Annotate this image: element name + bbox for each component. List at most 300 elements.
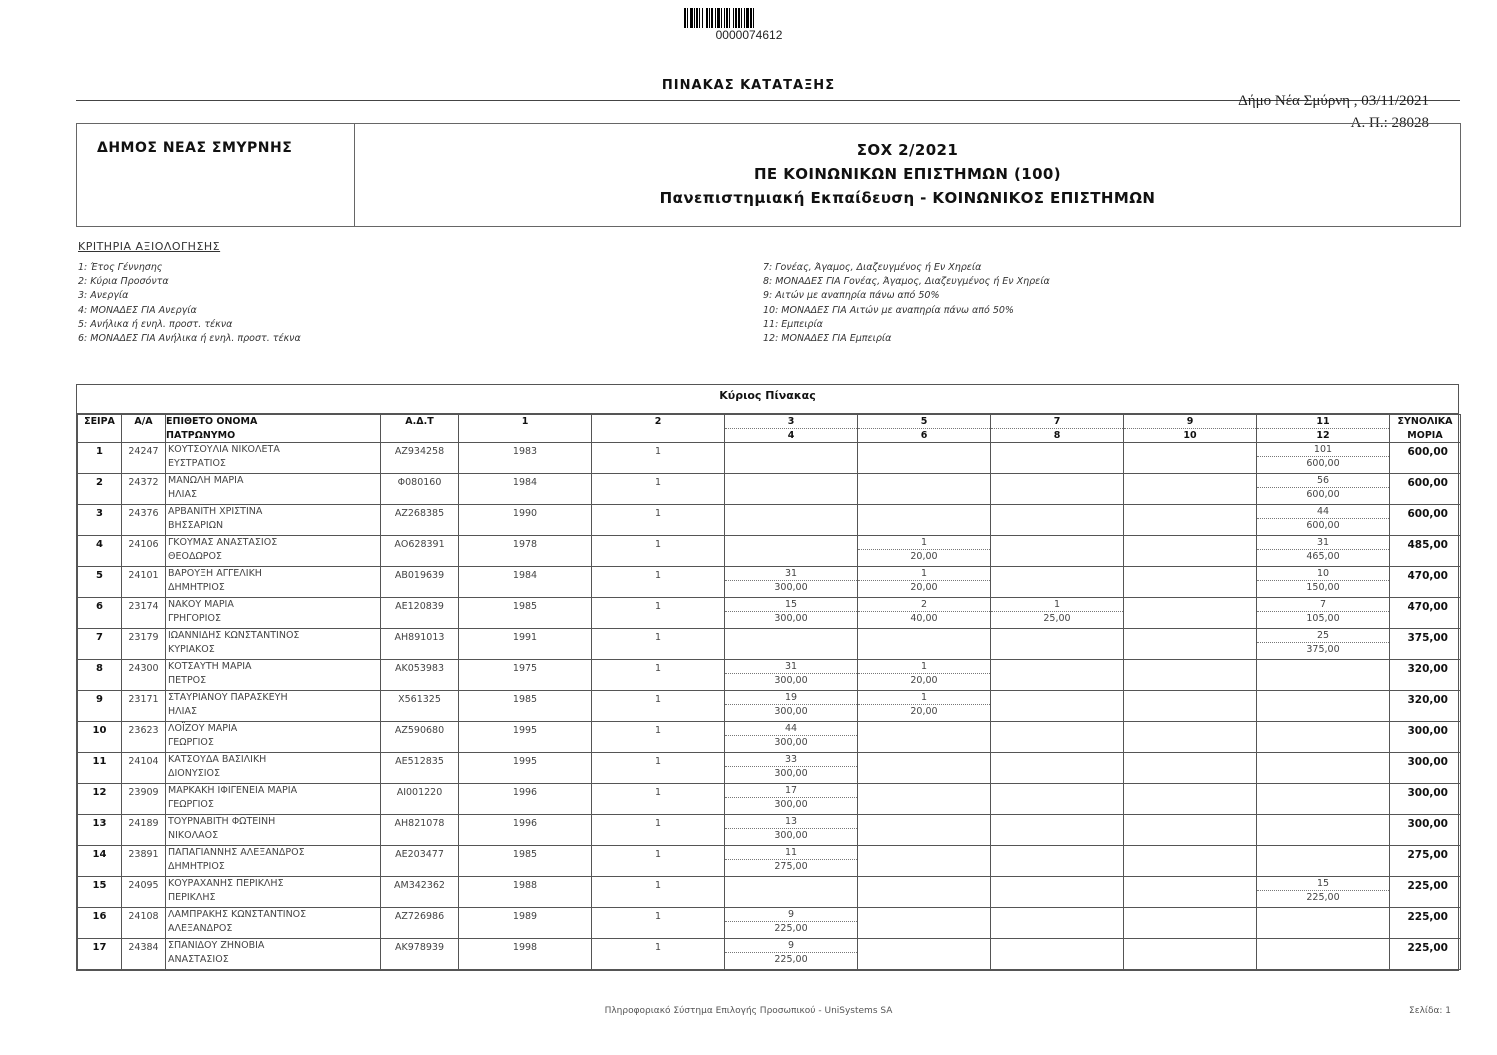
cell-disability bbox=[1124, 939, 1257, 970]
header-box bbox=[76, 123, 1461, 227]
table-header-row bbox=[78, 415, 1461, 443]
cell-seira: 4 bbox=[78, 536, 122, 567]
criterion: 5: Ανήλικα ή ενηλ. προστ. τέκνα bbox=[78, 318, 233, 330]
cell-experience bbox=[1257, 443, 1390, 474]
cell-parent bbox=[991, 722, 1124, 753]
cell-aa: 23179 bbox=[122, 629, 166, 660]
cell-aa: 24189 bbox=[122, 815, 166, 846]
father-name: ΗΛΙΑΣ bbox=[168, 705, 197, 717]
cell-unemployment bbox=[725, 443, 858, 474]
cell-aa: 24247 bbox=[122, 443, 166, 474]
cell-adt: Φ080160 bbox=[381, 474, 459, 505]
cell-seira: 17 bbox=[78, 939, 122, 970]
cell-unemployment-points: 300,00 bbox=[774, 737, 808, 748]
father-name: ΓΕΩΡΓΙΟΣ bbox=[168, 798, 214, 810]
cell-seira: 15 bbox=[78, 877, 122, 908]
cell-seira: 2 bbox=[78, 474, 122, 505]
cell-name bbox=[166, 939, 381, 970]
cell-experience-points: 150,00 bbox=[1306, 582, 1340, 593]
cell-name bbox=[166, 877, 381, 908]
cell-name bbox=[166, 567, 381, 598]
cell-disability bbox=[1124, 815, 1257, 846]
father-name: ΒΗΣΣΑΡΙΩΝ bbox=[168, 519, 224, 531]
candidate-name: ΜΑΡΚΑΚΗ ΙΦΙΓΕΝΕΙΑ ΜΑΡΙΑ bbox=[168, 785, 298, 796]
cell-adt: ΑΚ978939 bbox=[381, 939, 459, 970]
cell-total: 300,00 bbox=[1390, 753, 1461, 784]
cell-disability bbox=[1124, 505, 1257, 536]
cell-parent bbox=[991, 784, 1124, 815]
cell-adt: ΑΕ203477 bbox=[381, 846, 459, 877]
criterion: 9: Αιτών με αναπηρία πάνω από 50% bbox=[763, 290, 940, 302]
cell-unemployment-count: 15 bbox=[725, 598, 857, 612]
cell-seira: 9 bbox=[78, 691, 122, 722]
header-total-line1: ΣΥΝΟΛΙΚΑ bbox=[1397, 416, 1453, 427]
table-row bbox=[78, 877, 1461, 908]
cell-unemployment-count: 44 bbox=[725, 722, 857, 736]
cell-experience-count: 15 bbox=[1257, 877, 1389, 891]
cell-children bbox=[858, 815, 991, 846]
cell-children bbox=[858, 877, 991, 908]
header-c3-c4 bbox=[725, 415, 858, 443]
cell-qualification: 1 bbox=[592, 474, 725, 505]
candidate-name: ΣΠΑΝΙΔΟΥ ΖΗΝΟΒΙΑ bbox=[168, 940, 265, 951]
header-c4: 4 bbox=[787, 430, 795, 441]
cell-experience bbox=[1257, 877, 1390, 908]
cell-adt: ΑΕ120839 bbox=[381, 598, 459, 629]
table-row bbox=[78, 443, 1461, 474]
cell-unemployment bbox=[725, 877, 858, 908]
cell-adt: ΑΖ934258 bbox=[381, 443, 459, 474]
header-c11: 11 bbox=[1257, 415, 1389, 429]
cell-name bbox=[166, 536, 381, 567]
cell-disability bbox=[1124, 784, 1257, 815]
cell-qualification: 1 bbox=[592, 939, 725, 970]
cell-unemployment-count: 19 bbox=[725, 691, 857, 705]
table-row bbox=[78, 753, 1461, 784]
cell-experience bbox=[1257, 505, 1390, 536]
candidate-name: ΚΟΥΡΑΧΑΝΗΣ ΠΕΡΙΚΛΗΣ bbox=[168, 878, 284, 889]
cell-unemployment-points: 300,00 bbox=[774, 582, 808, 593]
cell-experience-count: 25 bbox=[1257, 629, 1389, 643]
cell-experience bbox=[1257, 908, 1390, 939]
header-total bbox=[1390, 415, 1461, 443]
cell-experience-count: 56 bbox=[1257, 474, 1389, 488]
cell-unemployment-count: 11 bbox=[725, 846, 857, 860]
cell-total: 225,00 bbox=[1390, 877, 1461, 908]
cell-qualification: 1 bbox=[592, 660, 725, 691]
cell-name bbox=[166, 598, 381, 629]
organization-name: ΔΗΜΟΣ ΝΕΑΣ ΣΜΥΡΝΗΣ bbox=[77, 124, 355, 226]
cell-adt: ΑΖ726986 bbox=[381, 908, 459, 939]
candidate-name: ΛΑΜΠΡΑΚΗΣ ΚΩΝΣΤΑΝΤΙΝΟΣ bbox=[168, 909, 307, 920]
criterion: 6: ΜΟΝΑΔΕΣ ΓΙΑ Ανήλικα ή ενηλ. προστ. τέκνα bbox=[78, 333, 301, 345]
father-name: ΠΕΤΡΟΣ bbox=[168, 674, 207, 686]
header-c5-c6 bbox=[858, 415, 991, 443]
candidate-name: ΓΚΟΥΜΑΣ ΑΝΑΣΤΑΣΙΟΣ bbox=[168, 537, 278, 548]
cell-unemployment bbox=[725, 753, 858, 784]
cell-experience-count: 44 bbox=[1257, 505, 1389, 519]
cell-experience-count: 7 bbox=[1257, 598, 1389, 612]
cell-experience bbox=[1257, 846, 1390, 877]
table-row bbox=[78, 691, 1461, 722]
place-date: Δήμο Νέα Σμύρνη , 03/11/2021 bbox=[1238, 93, 1429, 109]
cell-total: 600,00 bbox=[1390, 474, 1461, 505]
criteria-title: ΚΡΙΤΗΡΙΑ ΑΞΙΟΛΟΓΗΣΗΣ bbox=[78, 240, 221, 253]
cell-adt: ΑΒ019639 bbox=[381, 567, 459, 598]
header-c2: 2 bbox=[592, 415, 725, 443]
cell-adt: ΑΖ590680 bbox=[381, 722, 459, 753]
cell-experience bbox=[1257, 598, 1390, 629]
cell-children-count: 1 bbox=[858, 660, 990, 674]
father-name: ΓΡΗΓΟΡΙΟΣ bbox=[168, 612, 221, 624]
header-c9-c10 bbox=[1124, 415, 1257, 443]
table-row bbox=[78, 784, 1461, 815]
cell-parent bbox=[991, 536, 1124, 567]
cell-disability bbox=[1124, 753, 1257, 784]
announcement-info bbox=[355, 124, 1460, 226]
cell-unemployment-points: 225,00 bbox=[774, 923, 808, 934]
cell-seira: 6 bbox=[78, 598, 122, 629]
cell-unemployment bbox=[725, 598, 858, 629]
cell-experience-points: 600,00 bbox=[1306, 489, 1340, 500]
cell-children-count: 1 bbox=[858, 536, 990, 550]
criteria-list-left bbox=[78, 261, 301, 346]
cell-qualification: 1 bbox=[592, 753, 725, 784]
cell-birth-year: 1975 bbox=[459, 660, 592, 691]
cell-seira: 1 bbox=[78, 443, 122, 474]
cell-disability bbox=[1124, 660, 1257, 691]
cell-adt: ΑΗ821078 bbox=[381, 815, 459, 846]
cell-qualification: 1 bbox=[592, 691, 725, 722]
cell-parent bbox=[991, 443, 1124, 474]
cell-parent bbox=[991, 846, 1124, 877]
specialty: ΠΕ ΚΟΙΝΩΝΙΚΩΝ ΕΠΙΣΤΗΜΩΝ (100) bbox=[753, 165, 1062, 183]
protocol-number: Α. Π.: 28028 bbox=[1350, 115, 1429, 131]
criterion: 3: Ανεργία bbox=[78, 290, 129, 302]
cell-children-points: 20,00 bbox=[910, 675, 938, 686]
cell-birth-year: 1985 bbox=[459, 691, 592, 722]
cell-unemployment bbox=[725, 939, 858, 970]
cell-unemployment-count: 17 bbox=[725, 784, 857, 798]
cell-children-points: 20,00 bbox=[910, 582, 938, 593]
header-name-line1: ΕΠΙΘΕΤΟ ΟΝΟΜΑ bbox=[166, 416, 258, 427]
cell-experience-points: 465,00 bbox=[1306, 551, 1340, 562]
cell-qualification: 1 bbox=[592, 598, 725, 629]
cell-name bbox=[166, 815, 381, 846]
cell-children-count: 1 bbox=[858, 691, 990, 705]
cell-total: 600,00 bbox=[1390, 443, 1461, 474]
cell-aa: 24372 bbox=[122, 474, 166, 505]
cell-children bbox=[858, 598, 991, 629]
candidate-name: ΝΑΚΟΥ ΜΑΡΙΑ bbox=[168, 599, 234, 610]
cell-seira: 11 bbox=[78, 753, 122, 784]
cell-unemployment bbox=[725, 691, 858, 722]
criterion: 7: Γονέας, Άγαμος, Διαζευγμένος ή Εν Χηρεία bbox=[763, 262, 982, 273]
cell-experience bbox=[1257, 815, 1390, 846]
father-name: ΔΙΟΝΥΣΙΟΣ bbox=[168, 767, 220, 779]
cell-disability bbox=[1124, 443, 1257, 474]
header-seira: ΣΕΙΡΑ bbox=[78, 415, 122, 443]
cell-children-count: 1 bbox=[858, 567, 990, 581]
cell-experience-points: 600,00 bbox=[1306, 520, 1340, 531]
cell-unemployment bbox=[725, 474, 858, 505]
cell-unemployment-points: 300,00 bbox=[774, 768, 808, 779]
cell-experience bbox=[1257, 536, 1390, 567]
header-name-line2: ΠΑΤΡΩΝΥΜΟ bbox=[166, 429, 236, 441]
cell-disability bbox=[1124, 908, 1257, 939]
cell-children bbox=[858, 753, 991, 784]
cell-name bbox=[166, 629, 381, 660]
table-row bbox=[78, 474, 1461, 505]
cell-unemployment-points: 225,00 bbox=[774, 954, 808, 965]
cell-name bbox=[166, 753, 381, 784]
cell-aa: 24384 bbox=[122, 939, 166, 970]
cell-unemployment-count: 31 bbox=[725, 567, 857, 581]
cell-parent bbox=[991, 629, 1124, 660]
cell-children bbox=[858, 443, 991, 474]
cell-qualification: 1 bbox=[592, 784, 725, 815]
criterion: 1: Έτος Γέννησης bbox=[78, 262, 163, 273]
criterion: 11: Εμπειρία bbox=[763, 318, 823, 330]
cell-unemployment-count: 33 bbox=[725, 753, 857, 767]
cell-unemployment-points: 300,00 bbox=[774, 613, 808, 624]
table-row bbox=[78, 815, 1461, 846]
cell-birth-year: 1988 bbox=[459, 877, 592, 908]
cell-birth-year: 1989 bbox=[459, 908, 592, 939]
table-row bbox=[78, 505, 1461, 536]
cell-unemployment bbox=[725, 660, 858, 691]
cell-aa: 23171 bbox=[122, 691, 166, 722]
document-title: ΠΙΝΑΚΑΣ ΚΑΤΑΤΑΞΗΣ bbox=[661, 78, 836, 93]
page-number: Σελίδα: 1 bbox=[1409, 1006, 1451, 1016]
cell-children bbox=[858, 629, 991, 660]
table-caption: Κύριος Πίνακας bbox=[77, 385, 1458, 414]
cell-total: 275,00 bbox=[1390, 846, 1461, 877]
candidate-name: ΙΩΑΝΝΙΔΗΣ ΚΩΝΣΤΑΝΤΙΝΟΣ bbox=[168, 630, 300, 641]
cell-parent bbox=[991, 691, 1124, 722]
header-c7: 7 bbox=[991, 415, 1123, 429]
father-name: ΑΛΕΞΑΝΔΡΟΣ bbox=[168, 922, 233, 934]
cell-total: 300,00 bbox=[1390, 815, 1461, 846]
table-row bbox=[78, 598, 1461, 629]
ranking-table bbox=[76, 384, 1459, 971]
cell-qualification: 1 bbox=[592, 567, 725, 598]
cell-adt: ΑΙ001220 bbox=[381, 784, 459, 815]
barcode bbox=[684, 8, 814, 28]
cell-parent bbox=[991, 660, 1124, 691]
cell-adt: ΑΟ628391 bbox=[381, 536, 459, 567]
cell-seira: 5 bbox=[78, 567, 122, 598]
criterion: 2: Κύρια Προσόντα bbox=[78, 276, 169, 288]
cell-total: 600,00 bbox=[1390, 505, 1461, 536]
cell-birth-year: 1990 bbox=[459, 505, 592, 536]
announcement-code: ΣΟΧ 2/2021 bbox=[856, 141, 959, 159]
table-row bbox=[78, 722, 1461, 753]
header-aa: Α/Α bbox=[122, 415, 166, 443]
footer-system: Πληροφοριακό Σύστημα Επιλογής Προσωπικού - UniSystems SA bbox=[604, 1006, 893, 1016]
cell-experience bbox=[1257, 474, 1390, 505]
cell-total: 320,00 bbox=[1390, 691, 1461, 722]
cell-disability bbox=[1124, 567, 1257, 598]
cell-name bbox=[166, 660, 381, 691]
candidate-name: ΒΑΡΟΥΞΗ ΑΓΓΕΛΙΚΗ bbox=[168, 568, 262, 579]
cell-aa: 24101 bbox=[122, 567, 166, 598]
cell-aa: 23891 bbox=[122, 846, 166, 877]
cell-experience-points: 105,00 bbox=[1306, 613, 1340, 624]
cell-disability bbox=[1124, 629, 1257, 660]
cell-seira: 13 bbox=[78, 815, 122, 846]
criteria-list-right bbox=[763, 261, 1050, 346]
father-name: ΝΙΚΟΛΑΟΣ bbox=[168, 829, 219, 841]
cell-experience-count: 31 bbox=[1257, 536, 1389, 550]
cell-total: 320,00 bbox=[1390, 660, 1461, 691]
cell-unemployment bbox=[725, 815, 858, 846]
father-name: ΠΕΡΙΚΛΗΣ bbox=[168, 891, 216, 903]
cell-birth-year: 1995 bbox=[459, 753, 592, 784]
cell-experience bbox=[1257, 567, 1390, 598]
cell-parent bbox=[991, 598, 1124, 629]
cell-aa: 24095 bbox=[122, 877, 166, 908]
cell-children bbox=[858, 536, 991, 567]
cell-experience-count: 10 bbox=[1257, 567, 1389, 581]
candidate-name: ΚΑΤΣΟΥΔΑ ΒΑΣΙΛΙΚΗ bbox=[168, 754, 267, 765]
criterion: 12: ΜΟΝΑΔΕΣ ΓΙΑ Εμπειρία bbox=[763, 333, 892, 345]
candidate-name: ΑΡΒΑΝΙΤΗ ΧΡΙΣΤΙΝΑ bbox=[168, 506, 263, 517]
father-name: ΕΥΣΤΡΑΤΙΟΣ bbox=[168, 457, 226, 469]
candidate-name: ΣΤΑΥΡΙΑΝΟΥ ΠΑΡΑΣΚΕΥΗ bbox=[168, 692, 288, 703]
cell-qualification: 1 bbox=[592, 846, 725, 877]
cell-adt: Χ561325 bbox=[381, 691, 459, 722]
cell-adt: ΑΖ268385 bbox=[381, 505, 459, 536]
cell-birth-year: 1996 bbox=[459, 784, 592, 815]
header-c11-c12 bbox=[1257, 415, 1390, 443]
cell-birth-year: 1996 bbox=[459, 815, 592, 846]
cell-disability bbox=[1124, 474, 1257, 505]
header-name bbox=[166, 415, 381, 443]
cell-birth-year: 1998 bbox=[459, 939, 592, 970]
cell-adt: ΑΜ342362 bbox=[381, 877, 459, 908]
cell-adt: ΑΚ053983 bbox=[381, 660, 459, 691]
cell-unemployment-count: 9 bbox=[725, 939, 857, 953]
father-name: ΗΛΙΑΣ bbox=[168, 488, 197, 500]
cell-children bbox=[858, 784, 991, 815]
cell-total: 225,00 bbox=[1390, 939, 1461, 970]
cell-unemployment-points: 300,00 bbox=[774, 706, 808, 717]
cell-birth-year: 1984 bbox=[459, 567, 592, 598]
father-name: ΘΕΟΔΩΡΟΣ bbox=[168, 550, 222, 562]
candidate-name: ΚΟΥΤΣΟΥΛΙΑ ΝΙΚΟΛΕΤΑ bbox=[168, 444, 280, 455]
cell-unemployment-points: 300,00 bbox=[774, 830, 808, 841]
cell-seira: 10 bbox=[78, 722, 122, 753]
cell-parent bbox=[991, 567, 1124, 598]
cell-seira: 8 bbox=[78, 660, 122, 691]
cell-aa: 23174 bbox=[122, 598, 166, 629]
cell-total: 300,00 bbox=[1390, 784, 1461, 815]
cell-total: 485,00 bbox=[1390, 536, 1461, 567]
table-row bbox=[78, 908, 1461, 939]
cell-unemployment bbox=[725, 908, 858, 939]
candidate-name: ΤΟΥΡΝΑΒΙΤΗ ΦΩΤΕΙΝΗ bbox=[168, 816, 276, 827]
header-c1: 1 bbox=[459, 415, 592, 443]
candidate-name: ΠΑΠΑΓΙΑΝΝΗΣ ΑΛΕΞΑΝΔΡΟΣ bbox=[168, 847, 305, 858]
cell-aa: 23623 bbox=[122, 722, 166, 753]
cell-children bbox=[858, 691, 991, 722]
cell-unemployment-points: 275,00 bbox=[774, 861, 808, 872]
father-name: ΑΝΑΣΤΑΣΙΟΣ bbox=[168, 953, 229, 965]
cell-unemployment bbox=[725, 784, 858, 815]
cell-children bbox=[858, 722, 991, 753]
cell-seira: 14 bbox=[78, 846, 122, 877]
cell-experience bbox=[1257, 753, 1390, 784]
cell-name bbox=[166, 846, 381, 877]
cell-children bbox=[858, 567, 991, 598]
cell-children bbox=[858, 908, 991, 939]
candidate-name: ΜΑΝΩΛΗ ΜΑΡΙΑ bbox=[168, 475, 244, 486]
cell-disability bbox=[1124, 598, 1257, 629]
criterion: 4: ΜΟΝΑΔΕΣ ΓΙΑ Ανεργία bbox=[78, 304, 197, 316]
cell-name bbox=[166, 505, 381, 536]
cell-unemployment-count: 13 bbox=[725, 815, 857, 829]
cell-total: 300,00 bbox=[1390, 722, 1461, 753]
criterion: 10: ΜΟΝΑΔΕΣ ΓΙΑ Αιτών με αναπηρία πάνω από 50% bbox=[763, 304, 1014, 316]
cell-experience bbox=[1257, 691, 1390, 722]
cell-disability bbox=[1124, 536, 1257, 567]
cell-children-points: 20,00 bbox=[910, 551, 938, 562]
cell-seira: 16 bbox=[78, 908, 122, 939]
candidate-name: ΛΟΪΖΟΥ ΜΑΡΙΑ bbox=[168, 723, 238, 734]
table-row bbox=[78, 567, 1461, 598]
cell-seira: 7 bbox=[78, 629, 122, 660]
cell-experience-count: 101 bbox=[1257, 443, 1389, 457]
cell-qualification: 1 bbox=[592, 629, 725, 660]
cell-parent-count: 1 bbox=[991, 598, 1123, 612]
father-name: ΔΗΜΗΤΡΙΟΣ bbox=[168, 581, 225, 593]
cell-unemployment bbox=[725, 629, 858, 660]
cell-qualification: 1 bbox=[592, 908, 725, 939]
cell-experience bbox=[1257, 722, 1390, 753]
cell-unemployment bbox=[725, 505, 858, 536]
cell-adt: ΑΕ512835 bbox=[381, 753, 459, 784]
table-row bbox=[78, 846, 1461, 877]
cell-children-points: 40,00 bbox=[910, 613, 938, 624]
cell-parent bbox=[991, 908, 1124, 939]
cell-qualification: 1 bbox=[592, 722, 725, 753]
cell-adt: ΑΗ891013 bbox=[381, 629, 459, 660]
father-name: ΔΗΜΗΤΡΙΟΣ bbox=[168, 860, 225, 872]
candidate-name: ΚΟΤΣΑΥΤΗ ΜΑΡΙΑ bbox=[168, 661, 252, 672]
cell-unemployment bbox=[725, 722, 858, 753]
cell-children-count: 2 bbox=[858, 598, 990, 612]
ranking-grid bbox=[77, 414, 1461, 970]
cell-children bbox=[858, 505, 991, 536]
cell-name bbox=[166, 908, 381, 939]
cell-unemployment-points: 300,00 bbox=[774, 799, 808, 810]
cell-qualification: 1 bbox=[592, 443, 725, 474]
education-level: Πανεπιστημιακή Εκπαίδευση - ΚΟΙΝΩΝΙΚΟΣ ΕΠΙΣΤΗΜΩΝ bbox=[659, 189, 1156, 207]
header-c7-c8 bbox=[991, 415, 1124, 443]
cell-birth-year: 1985 bbox=[459, 598, 592, 629]
barcode-number: 0000074612 bbox=[715, 28, 783, 42]
cell-unemployment-count: 31 bbox=[725, 660, 857, 674]
cell-birth-year: 1983 bbox=[459, 443, 592, 474]
cell-unemployment bbox=[725, 536, 858, 567]
table-row bbox=[78, 536, 1461, 567]
cell-disability bbox=[1124, 691, 1257, 722]
cell-name bbox=[166, 474, 381, 505]
header-c6: 6 bbox=[920, 430, 928, 441]
table-row bbox=[78, 629, 1461, 660]
cell-children bbox=[858, 846, 991, 877]
